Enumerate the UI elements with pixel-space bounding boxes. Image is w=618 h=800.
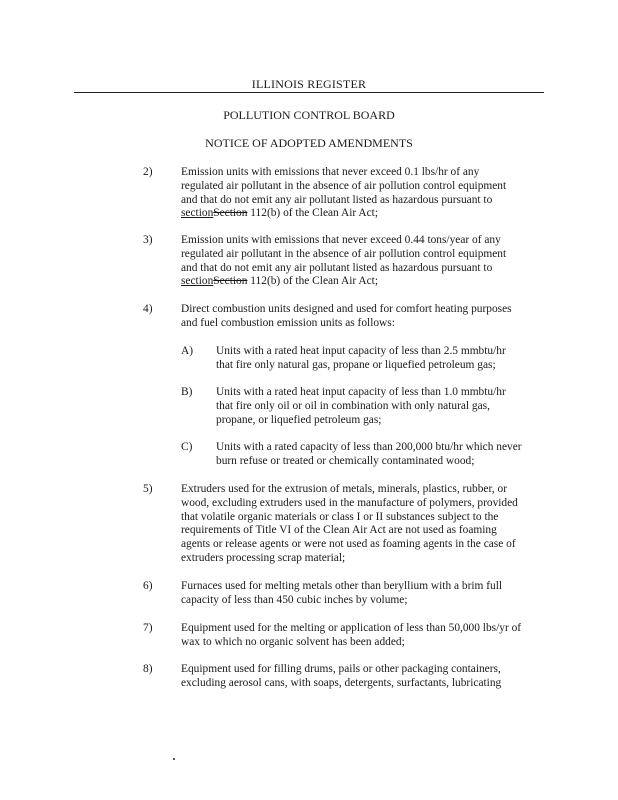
text-line-amended (181, 207, 546, 221)
sub-item-text (216, 345, 548, 373)
item-number: 8) (143, 663, 153, 675)
item-number: 3) (143, 234, 153, 246)
text-line: Emission units with emissions that never exceed 0.1 lbs/hr of any (181, 166, 480, 178)
text-line: excluding aerosol cans, with soaps, detergents, surfactants, lubricating (181, 676, 502, 689)
text-line: agents or release agents or were not used as foaming agents in the case of (181, 538, 516, 551)
text-line: and that do not emit any air pollutant listed as hazardous pursuant to (181, 193, 493, 206)
item-number: 5) (143, 483, 153, 495)
text-line: Equipment used for the melting or application of less than 50,000 lbs/yr of (181, 622, 522, 634)
register-header (74, 77, 544, 92)
text-line: regulated air pollutant in the absence of air pollution control equipment (181, 247, 507, 260)
text-line: Emission units with emissions that never exceed 0.44 tons/year of any (181, 234, 501, 246)
text-line: regulated air pollutant in the absence of air pollution control equipment (181, 179, 507, 192)
item-text (181, 483, 546, 566)
agency-name: POLLUTION CONTROL BOARD (223, 108, 395, 122)
item-text (181, 622, 546, 650)
inserted-text: section (181, 275, 214, 288)
item-number: 2) (143, 166, 153, 178)
item-text (181, 580, 546, 608)
text-rest: 112(b) of the Clean Air Act; (247, 207, 378, 220)
header-rule (74, 92, 544, 93)
text-line: wood, excluding extruders used in the manufacture of polymers, provided (181, 496, 518, 509)
item-number: 7) (143, 622, 153, 634)
item-text (181, 166, 546, 221)
text-line: propane, or liquefied petroleum gas; (216, 413, 382, 426)
sub-item-letter: B) (181, 386, 193, 398)
item-text (181, 234, 546, 289)
text-line: Units with a rated heat input capacity of less than 1.0 mmbtu/hr (216, 386, 506, 398)
deleted-text: Section (213, 275, 248, 288)
text-line: capacity of less than 450 cubic inches by volume; (181, 593, 408, 606)
text-line: Units with a rated capacity of less than 200,000 btu/hr which never (216, 441, 522, 453)
sub-item-letter: A) (181, 345, 194, 357)
text-line: extruders processing scrap material; (181, 551, 346, 564)
text-line: Direct combustion units designed and used for comfort heating purposes (181, 303, 512, 315)
text-line: wax to which no organic solvent has been added; (181, 635, 405, 648)
item-number: 6) (143, 580, 153, 592)
text-line: Units with a rated heat input capacity of less than 2.5 mmbtu/hr (216, 345, 506, 357)
text-line: and that do not emit any air pollutant listed as hazardous pursuant to (181, 261, 493, 274)
sub-item-text (216, 386, 548, 427)
text-line: that fire only oil or oil in combination with only natural gas, (216, 399, 490, 412)
notice-title: NOTICE OF ADOPTED AMENDMENTS (205, 136, 413, 150)
sub-item-text (216, 441, 548, 469)
item-number: 4) (143, 303, 153, 315)
item-text (181, 303, 546, 331)
register-title: ILLINOIS REGISTER (251, 77, 367, 91)
inserted-text: section (181, 207, 214, 220)
text-line: requirements of Title VI of the Clean Air Act are not used as foaming (181, 524, 497, 537)
deleted-text: Section (213, 207, 248, 220)
text-line: Equipment used for filling drums, pails or other packaging containers, (181, 663, 501, 675)
text-line: that volatile organic materials or class I or II substances subject to the (181, 510, 499, 523)
text-line-amended (181, 275, 546, 289)
text-line: Furnaces used for melting metals other than beryllium with a brim full (181, 580, 503, 592)
text-rest: 112(b) of the Clean Air Act; (247, 275, 378, 288)
text-line: Extruders used for the extrusion of metals, minerals, plastics, rubber, or (181, 483, 507, 495)
sub-item-letter: C) (181, 441, 193, 453)
scan-speck (173, 758, 175, 760)
item-text (181, 663, 546, 691)
text-line: and fuel combustion emission units as follows: (181, 316, 395, 329)
text-line: that fire only natural gas, propane or liquefied petroleum gas; (216, 358, 496, 371)
text-line: burn refuse or treated or chemically contaminated wood; (216, 454, 475, 467)
